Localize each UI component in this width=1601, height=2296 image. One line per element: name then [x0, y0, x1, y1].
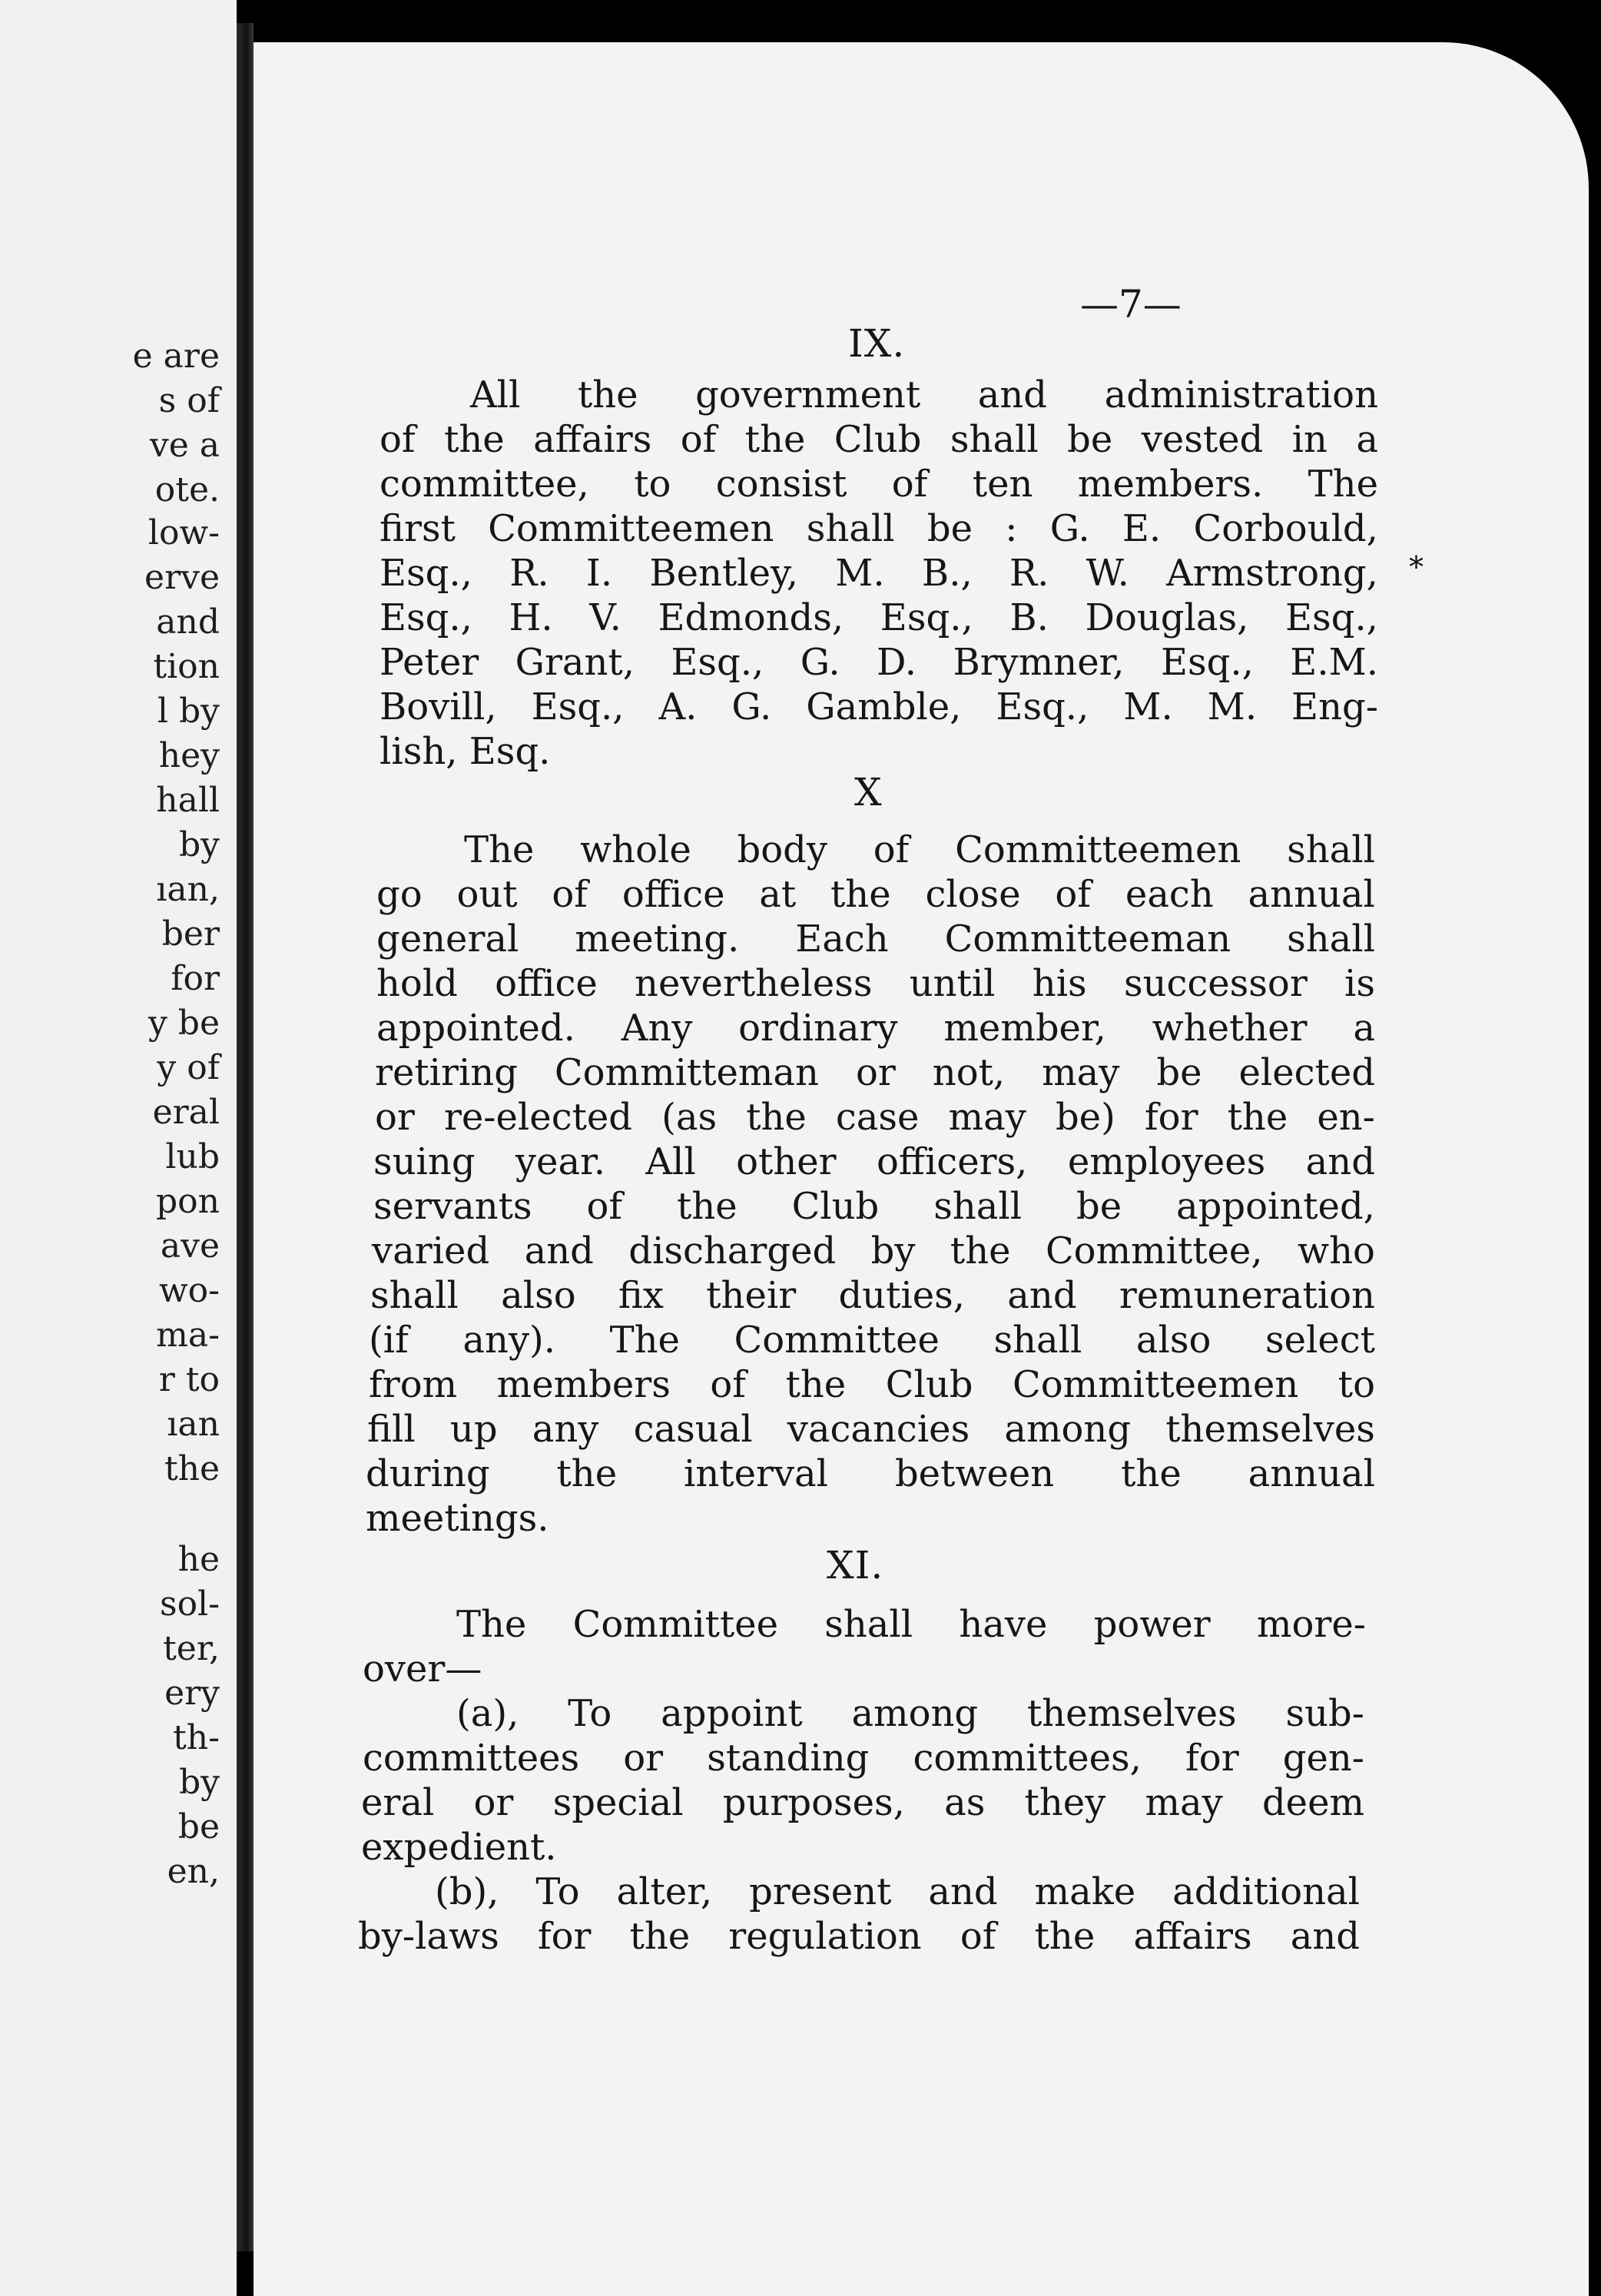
left-page-text-fragment: l by [157, 692, 220, 731]
left-page-text-fragment: ma- [156, 1316, 220, 1355]
text-line: (if any). The Committee shall also select [369, 1319, 1375, 1362]
text-line: (b), To alter, present and make additional [435, 1870, 1360, 1913]
book-gutter [237, 23, 254, 2251]
text-line: go out of office at the close of each annual [376, 873, 1375, 916]
text-line: retiring Committeman or not, may be elected [375, 1051, 1375, 1094]
left-page-text-fragment: e are [132, 337, 220, 376]
left-page-fragment [0, 0, 237, 2296]
text-line: (a), To appoint among themselves sub- [456, 1692, 1364, 1735]
left-page-text-fragment: ve a [149, 426, 220, 465]
text-line: eral or special purposes, as they may deem [361, 1781, 1364, 1824]
text-line: committee, to consist of ten members. The [380, 463, 1378, 506]
text-line: Bovill, Esq., A. G. Gamble, Esq., M. M. Eng- [380, 685, 1378, 728]
text-line: The Committee shall have power more- [456, 1603, 1366, 1646]
left-page-text-fragment: and [156, 602, 220, 642]
left-page-text-fragment: y be [148, 1004, 220, 1043]
left-page-text-fragment: r to [158, 1360, 220, 1399]
text-line: suing year. All other officers, employees and [373, 1140, 1375, 1183]
text-line: shall also fix their duties, and remuneration [370, 1274, 1375, 1317]
left-page-text-fragment: th- [173, 1718, 220, 1757]
right-page [254, 42, 1589, 2296]
left-page-text-fragment: sol- [159, 1584, 220, 1624]
left-page-text-fragment: erve [144, 558, 220, 597]
left-page-text-fragment: low- [148, 513, 220, 552]
text-line: of the affairs of the Club shall be vested in a [380, 418, 1378, 461]
left-page-text-fragment: ter, [163, 1629, 220, 1668]
text-line: committees or standing committees, for gen- [363, 1737, 1364, 1780]
text-line: Esq., H. V. Edmonds, Esq., B. Douglas, Esq., [380, 596, 1378, 639]
left-page-text-fragment: by [178, 1763, 220, 1802]
left-page-text-fragment: wo- [158, 1271, 220, 1310]
text-line: lish, Esq. [380, 730, 551, 773]
left-page-text-fragment: en, [167, 1852, 220, 1891]
text-line: fill up any casual vacancies among themselves [367, 1408, 1375, 1451]
left-page-text-fragment: ave [160, 1226, 220, 1266]
left-page-text-fragment: lub [165, 1137, 220, 1176]
text-line: from members of the Club Committeemen to [369, 1363, 1375, 1406]
left-page-text-fragment: tion [153, 647, 220, 686]
left-page-text-fragment: by [178, 825, 220, 864]
text-line: servants of the Club shall be appointed, [373, 1185, 1375, 1228]
text-line: Esq., R. I. Bentley, M. B., R. W. Armstrong, [380, 552, 1378, 595]
text-line: meetings. [366, 1497, 549, 1540]
text-line: by-laws for the regulation of the affairs and [358, 1915, 1360, 1958]
left-page-text-fragment: hey [158, 736, 220, 775]
left-page-text-fragment: ıan, [156, 870, 220, 909]
left-page-text-fragment: the [164, 1449, 220, 1488]
left-page-text-fragment: hall [156, 781, 220, 820]
left-page-text-fragment: be [177, 1807, 220, 1846]
text-line: appointed. Any ordinary member, whether a [376, 1007, 1375, 1050]
left-page-text-fragment: he [177, 1540, 220, 1579]
section-heading-x: X [854, 770, 883, 815]
left-page-text-fragment: for [171, 959, 220, 998]
text-line: general meeting. Each Committeeman shall [376, 917, 1375, 961]
page-number: —7— [1080, 282, 1182, 327]
text-line: over— [363, 1647, 482, 1690]
left-page-text-fragment: ıan [167, 1405, 220, 1444]
text-line: during the interval between the annual [366, 1452, 1375, 1495]
text-line: hold office nevertheless until his successor is [376, 962, 1375, 1005]
text-line: Peter Grant, Esq., G. D. Brymner, Esq., E.M. [380, 641, 1378, 684]
left-page-text-fragment: s of [158, 381, 220, 420]
text-line: first Committeemen shall be : G. E. Corbould, [380, 507, 1378, 550]
text-line: varied and discharged by the Committee, who [372, 1229, 1375, 1272]
left-page-text-fragment: ery [164, 1674, 220, 1713]
left-page-text-fragment: ote. [154, 470, 220, 509]
text-line: All the government and administration [470, 373, 1378, 416]
section-heading-ix: IX. [848, 321, 906, 366]
left-page-text-fragment: eral [152, 1093, 220, 1132]
margin-asterisk: * [1409, 550, 1424, 584]
text-line: The whole body of Committeemen shall [464, 828, 1375, 871]
text-line: or re-elected (as the case may be) for the en- [375, 1096, 1375, 1139]
section-heading-xi: XI. [827, 1543, 884, 1588]
left-page-text-fragment: ber [161, 914, 220, 954]
text-line: expedient. [361, 1826, 557, 1869]
left-page-text-fragment: y of [157, 1048, 220, 1087]
left-page-text-fragment: pon [156, 1182, 220, 1221]
